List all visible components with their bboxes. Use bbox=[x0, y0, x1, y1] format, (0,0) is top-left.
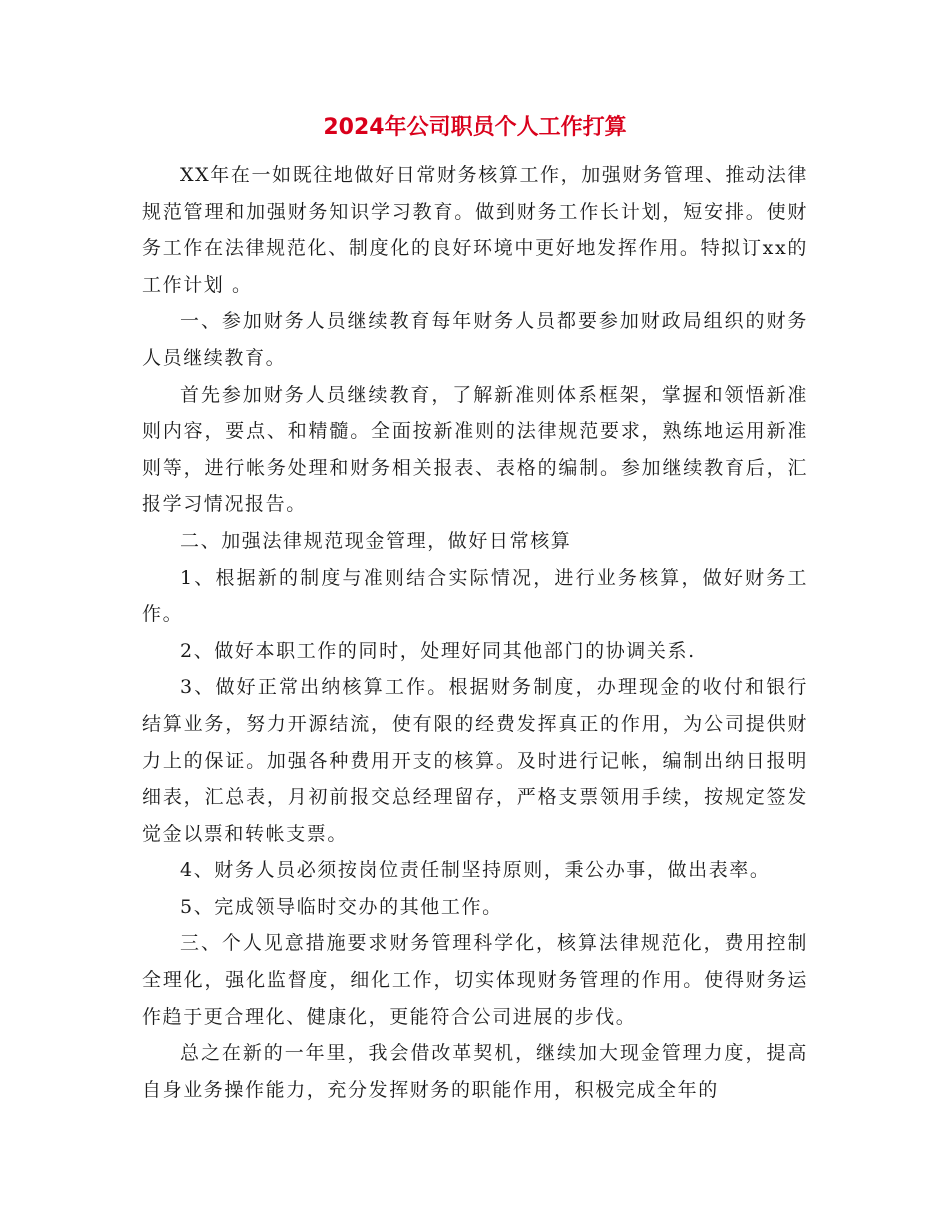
paragraph-item-1: 1、根据新的制度与准则结合实际情况，进行业务核算，做好财务工作。 bbox=[142, 566, 808, 626]
paragraph-item-4: 4、财务人员必须按岗位责任制坚持原则，秉公办事，做出表率。 bbox=[180, 859, 771, 882]
paragraph-conclusion: 总之在新的一年里，我会借改革契机，继续加大现金管理力度，提高自身业务操作能力，充分发挥财务的职能作用，积极完成全年的 bbox=[142, 1042, 808, 1101]
document-title: 2024年公司职员个人工作打算 bbox=[323, 115, 627, 140]
paragraph-section-1-body: 首先参加财务人员继续教育，了解新准则体系框架，掌握和领悟新准则内容，要点、和精髓。全面按新准则的法律规范要求，熟练地运用新准则等，进行帐务处理和财务相关报表、表格的编制。参加继续教育后，汇报学习情况报告。 bbox=[142, 383, 808, 516]
paragraph-item-2: 2、做好本职工作的同时，处理好同其他部门的协调关系. bbox=[180, 639, 696, 662]
paragraph-item-5: 5、完成领导临时交办的其他工作。 bbox=[180, 895, 503, 918]
paragraph-intro: XX年在一如既往地做好日常财务核算工作，加强财务管理、推动法律规范管理和加强财务知识学习教育。做到财务工作长计划，短安排。使财务工作在法律规范化、制度化的良好环境中更好地发挥作用。特拟订xx的 工作计划 。 bbox=[142, 164, 808, 296]
document-body bbox=[142, 157, 808, 1108]
paragraph-item-3: 3、做好正常出纳核算工作。根据财务制度，办理现金的收付和银行结算业务，努力开源结流，使有限的经费发挥真正的作用，为公司提供财力上的保证。加强各种费用开支的核算。及时进行记帐，编制出纳日报明细表，汇总表，月初前报交总经理留存，严格支票领用手续，按规定签发觉金以票和转帐支票。 bbox=[142, 676, 808, 845]
paragraph-section-2-heading: 二、加强法律规范现金管理，做好日常核算 bbox=[180, 529, 572, 552]
paragraph-section-1-heading: 一、参加财务人员继续教育每年财务人员都要参加财政局组织的财务人员继续教育。 bbox=[142, 310, 808, 369]
paragraph-section-3: 三、个人见意措施要求财务管理科学化，核算法律规范化，费用控制全理化，强化监督度，细化工作，切实体现财务管理的作用。使得财务运作趋于更合理化、健康化，更能符合公司进展的步伐。 bbox=[142, 932, 808, 1028]
